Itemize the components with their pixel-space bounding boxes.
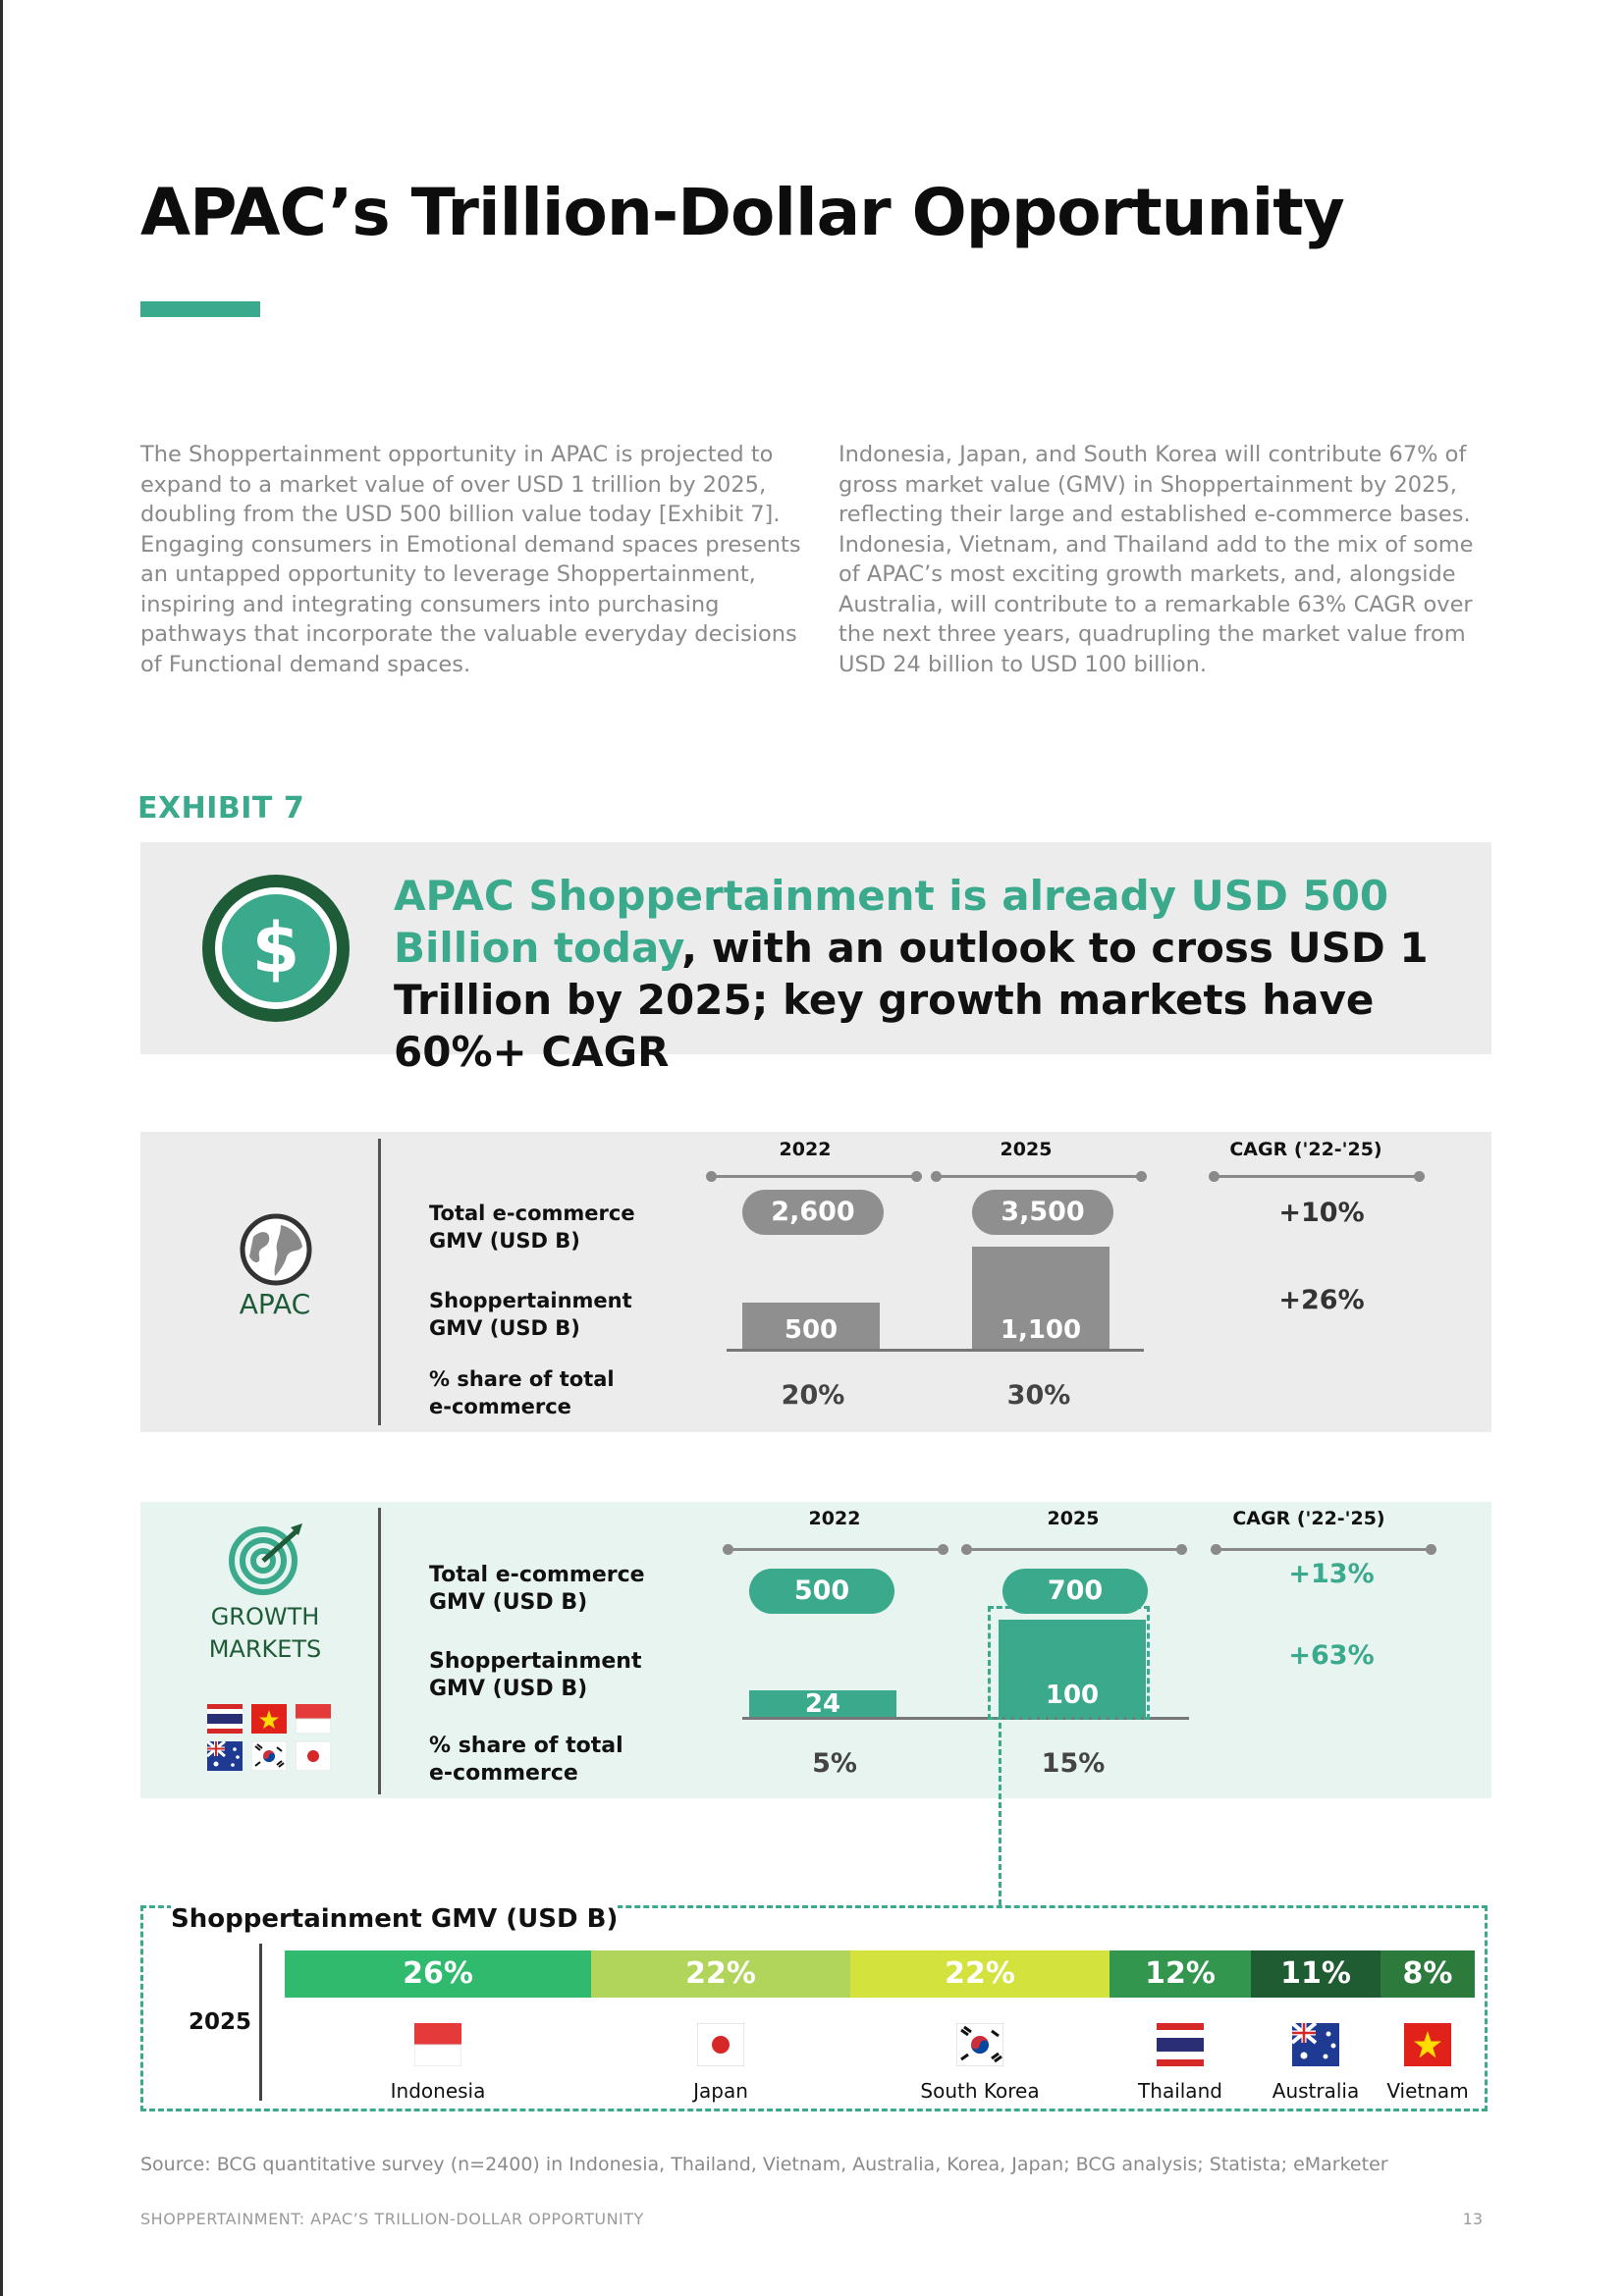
apac-cagr-header: CAGR ('22-'25)	[1229, 1139, 1382, 1160]
gmv-segment-south-korea: 22%	[850, 1950, 1110, 1998]
gmv-country-label: Thailand	[1138, 2079, 1222, 2103]
gmv-segment-indonesia: 26%	[285, 1950, 591, 1998]
apac-cagr-total: +10%	[1278, 1198, 1365, 1228]
growth-year-2025: 2025	[1047, 1508, 1100, 1529]
growth-market-flags	[207, 1704, 331, 1771]
target-icon	[226, 1522, 310, 1596]
growth-share-2022: 5%	[812, 1748, 857, 1779]
growth-cagr-header: CAGR ('22-'25)	[1232, 1508, 1385, 1529]
apac-divider	[378, 1139, 381, 1425]
growth-axis-2022	[728, 1548, 944, 1551]
growth-axis-2025	[966, 1548, 1182, 1551]
gmv-country-label: South Korea	[920, 2079, 1040, 2103]
south-korea-flag-icon	[956, 2023, 1003, 2066]
growth-year-2022: 2022	[808, 1508, 861, 1529]
growth-total-2022: 500	[749, 1569, 894, 1614]
thailand-flag-icon	[207, 1704, 243, 1734]
growth-divider	[378, 1508, 381, 1794]
growth-share-2025: 15%	[1041, 1748, 1106, 1779]
apac-shop-label: Shoppertainment GMV (USD B)	[429, 1289, 632, 1340]
growth-cagr-total: +13%	[1288, 1559, 1375, 1589]
growth-region-label: GROWTH MARKETS	[208, 1603, 322, 1663]
apac-shop-2025-label: 1,100	[1000, 1315, 1082, 1345]
gmv-segment-australia: 11%	[1251, 1950, 1380, 1998]
dollar-sign-icon	[200, 873, 352, 1024]
growth-axis-cagr	[1216, 1548, 1432, 1551]
indonesia-flag-icon	[414, 2023, 461, 2066]
growth-2025-highlight-box	[988, 1606, 1150, 1720]
gmv-country-label: Japan	[693, 2079, 748, 2103]
apac-cagr-shop: +26%	[1278, 1285, 1365, 1315]
page-title: APAC’s Trillion-Dollar Opportunity	[140, 175, 1344, 250]
gmv-breakdown-title: Shoppertainment GMV (USD B)	[171, 1904, 619, 1934]
growth-share-label: % share of total e-commerce	[429, 1734, 623, 1786]
growth-cagr-shop: +63%	[1288, 1640, 1375, 1671]
gmv-country-label: Australia	[1272, 2079, 1360, 2103]
svg-text:$: $	[251, 908, 300, 988]
apac-share-2025: 30%	[1006, 1380, 1071, 1411]
apac-total-2022: 2,600	[742, 1190, 884, 1235]
growth-shop-2022-label: 24	[804, 1689, 841, 1719]
growth-total-label: Total e-commerce GMV (USD B)	[429, 1563, 645, 1615]
apac-year-2022: 2022	[779, 1139, 832, 1160]
south-korea-flag-icon	[251, 1741, 287, 1771]
thailand-flag-icon	[1157, 2023, 1204, 2066]
apac-baseline	[727, 1349, 1144, 1352]
apac-shop-2022-label: 500	[784, 1315, 839, 1345]
growth-shop-label: Shoppertainment GMV (USD B)	[429, 1649, 642, 1701]
vietnam-flag-icon	[1404, 2023, 1451, 2066]
title-accent-bar	[140, 301, 260, 317]
apac-year-2025: 2025	[1000, 1139, 1053, 1160]
gmv-country-label: Vietnam	[1386, 2079, 1469, 2103]
callout-connector	[999, 1723, 1001, 1905]
vietnam-flag-icon	[251, 1704, 287, 1734]
exhibit-headline	[394, 870, 1454, 1078]
australia-flag-icon	[1292, 2023, 1339, 2066]
gmv-year-label: 2025	[189, 2009, 252, 2035]
indonesia-flag-icon	[296, 1704, 331, 1734]
apac-axis-cagr	[1214, 1175, 1420, 1178]
exhibit-label: EXHIBIT 7	[137, 791, 305, 826]
apac-total-label: Total e-commerce GMV (USD B)	[429, 1201, 635, 1253]
gmv-segment-japan: 22%	[591, 1950, 850, 1998]
apac-share-2022: 20%	[781, 1380, 845, 1411]
gmv-axis-line	[259, 1944, 262, 2101]
japan-flag-icon	[296, 1741, 331, 1771]
page-edge-rule	[0, 0, 3, 2296]
page-number: 13	[1462, 2210, 1483, 2228]
apac-total-2025: 3,500	[972, 1190, 1113, 1235]
gmv-country-label: Indonesia	[390, 2079, 486, 2103]
intro-paragraph-right: Indonesia, Japan, and South Korea will contribute 67% of gross market value (GMV) in Shoppertainment by 2025, reflecting their large and established e-commerce bases. Indonesia, Vietnam, and Thailand add to the mix of some of APAC’s most exciting growth markets, and, alongside Australia, will contribute to a remarkable 63% CAGR over the next three years, quadrupling the market value from USD 24 billion to USD 100 billion.	[839, 442, 1474, 677]
headline-rest-text: , with an outlook to cross USD 1 Trillion by 2025; key growth markets have 60%+ CAGR	[394, 924, 1429, 1076]
growth-total-2025: 700	[1002, 1569, 1148, 1614]
apac-axis-2025	[936, 1175, 1142, 1178]
source-note: Source: BCG quantitative survey (n=2400) in Indonesia, Thailand, Vietnam, Australia, Korea, Japan; BCG analysis; Statista; eMarketer	[140, 2154, 1388, 2175]
page-footer: SHOPPERTAINMENT: APAC’S TRILLION-DOLLAR OPPORTUNITY	[140, 2210, 644, 2228]
globe-icon	[240, 1213, 312, 1286]
gmv-segment-vietnam: 8%	[1380, 1950, 1475, 1998]
apac-share-label: % share of total e-commerce	[429, 1367, 615, 1418]
headline-accent-text: APAC Shoppertainment is already USD 500 Billion today	[394, 872, 1389, 972]
japan-flag-icon	[697, 2023, 744, 2066]
apac-axis-2022	[711, 1175, 917, 1178]
growth-shop-2025-label: 100	[1045, 1681, 1100, 1710]
australia-flag-icon	[207, 1741, 243, 1771]
intro-paragraph-left: The Shoppertainment opportunity in APAC is projected to expand to a market value of over USD 1 trillion by 2025, doubling from the USD 500 billion value today [Exhibit 7]. Engaging consumers in Emotional demand spaces presents an untapped opportunity to leverage Shoppertainment, inspiring and integrating consumers into purchasing pathways that incorporate the valuable everyday decisions of Functional demand spaces.	[140, 442, 801, 677]
gmv-segment-thailand: 12%	[1110, 1950, 1251, 1998]
apac-region-label: APAC	[239, 1288, 311, 1320]
